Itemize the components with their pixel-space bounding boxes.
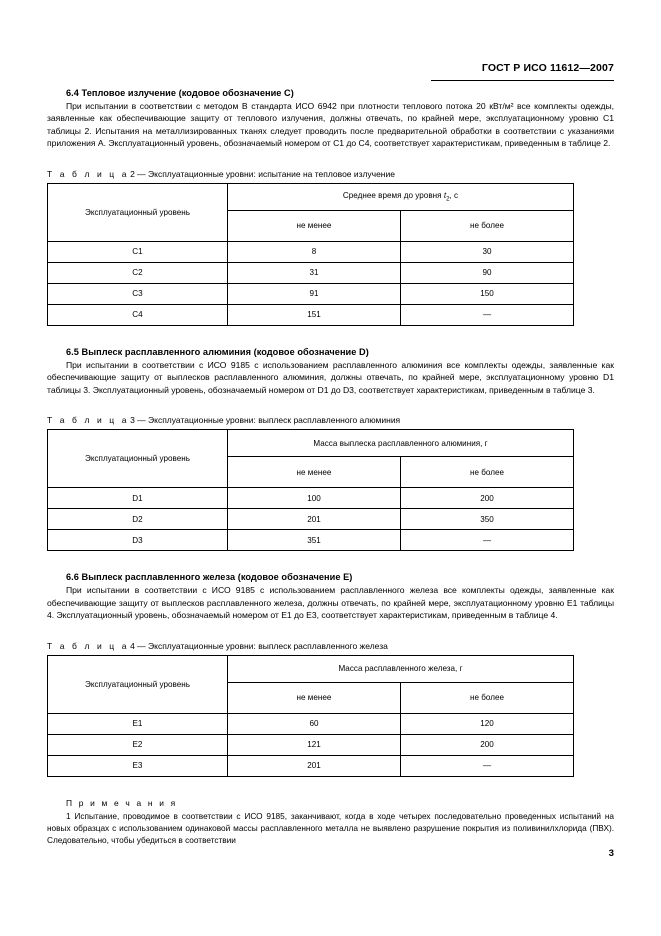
clause-heading-6-6: 6.6 Выплеск расплавленного железа (кодовое обозначение E) — [66, 572, 353, 583]
spacer — [47, 326, 614, 347]
cell-level: E2 — [48, 734, 228, 755]
cell-max: 120 — [401, 713, 574, 734]
header-span-metric: Масса выплеска расплавленного алюминия, г — [228, 430, 574, 457]
clause-body-6-6: При испытании в соответствии с ИСО 9185 с использованием расплавленного железа все комплекты одежды, заявленные как обеспечивающие защиту от выплесков расплавленного железа, должны отвечать, по крайней мере, эксплуатационному уровню E1 таблицы 4. Эксплуатационный уровень, обозначаемый номером от E1 до E3, соответствует характеристикам, приведенным в таблице 4. — [47, 585, 614, 621]
cell-level: C1 — [48, 241, 228, 262]
spacer — [47, 396, 614, 415]
table-row — [48, 713, 574, 734]
table-caption-number: 3 — [130, 415, 135, 426]
table-body — [48, 713, 574, 776]
table-caption-word: Т а б л и ц а — [47, 168, 130, 179]
spacer — [47, 622, 614, 641]
running-header — [47, 62, 614, 82]
subheader-max: не более — [401, 210, 574, 241]
table-caption-word: Т а б л и ц а — [47, 640, 130, 651]
table-row — [48, 283, 574, 304]
table-performance-levels-4 — [47, 655, 574, 777]
table-caption-text: — Эксплуатационные уровни: выплеск расплавленного алюминия — [134, 415, 401, 426]
cell-level: C3 — [48, 283, 228, 304]
table-row — [48, 509, 574, 530]
header-span-prefix: Среднее время до уровня — [342, 191, 444, 200]
table-row — [48, 734, 574, 755]
cell-min: 201 — [228, 509, 401, 530]
table-performance-levels-2 — [47, 183, 574, 326]
table-caption-number: 4 — [130, 640, 135, 651]
cell-min: 201 — [228, 755, 401, 776]
clause-heading-6-4: 6.4 Тепловое излучение (кодовое обозначение C) — [66, 88, 294, 98]
cell-max: — — [401, 304, 574, 325]
table-head — [48, 183, 574, 241]
table-caption-2 — [47, 169, 614, 179]
clause-heading-6-5: 6.5 Выплеск расплавленного алюминия (кодовое обозначение D) — [66, 346, 369, 357]
subheader-min: не менее — [228, 210, 401, 241]
header-performance-level: Эксплуатационный уровень — [48, 430, 228, 488]
cell-level: D3 — [48, 530, 228, 551]
subheader-max: не более — [401, 457, 574, 488]
table-caption-3 — [47, 415, 614, 425]
table-caption-word: Т а б л и ц а — [47, 415, 130, 426]
note-item: 1 Испытание, проводимое в соответствии с ИСО 9185, заканчивают, когда в ходе четырех последовательно проведенных испытаний на новых образцах с использованием одинаковой массы расплавленного металла не выявлено разрушение покрытия из поливинилхлорида (ПВХ). Следовательно, чтобы убедиться в соответствии — [47, 810, 614, 845]
table-row — [48, 488, 574, 509]
table-row — [48, 304, 574, 325]
table-header-row — [48, 183, 574, 210]
cell-min: 351 — [228, 530, 401, 551]
cell-max: 150 — [401, 283, 574, 304]
table-caption-4 — [47, 641, 614, 651]
cell-max: — — [401, 530, 574, 551]
cell-min: 100 — [228, 488, 401, 509]
page-number: 3 — [608, 848, 614, 859]
cell-min: 121 — [228, 734, 401, 755]
cell-max: 90 — [401, 262, 574, 283]
subheader-min: не менее — [228, 457, 401, 488]
cell-level: D1 — [48, 488, 228, 509]
table-body — [48, 488, 574, 551]
cell-min: 31 — [228, 262, 401, 283]
table-caption-text: — Эксплуатационные уровни: испытание на тепловое излучение — [134, 168, 395, 179]
spacer — [47, 551, 614, 572]
cell-max: 30 — [401, 241, 574, 262]
table-caption-number: 2 — [130, 168, 135, 179]
cell-level: E1 — [48, 713, 228, 734]
header-rule — [431, 80, 614, 81]
cell-min: 91 — [228, 283, 401, 304]
table-head — [48, 655, 574, 713]
table-row — [48, 241, 574, 262]
table-header-row — [48, 655, 574, 682]
cell-max: — — [401, 755, 574, 776]
spacer — [47, 150, 614, 169]
cell-max: 350 — [401, 509, 574, 530]
header-performance-level: Эксплуатационный уровень — [48, 183, 228, 241]
page-content — [47, 88, 614, 846]
table-body — [48, 241, 574, 325]
subheader-max: не более — [401, 682, 574, 713]
cell-max: 200 — [401, 734, 574, 755]
cell-min: 8 — [228, 241, 401, 262]
notes-title: П р и м е ч а н и я — [66, 797, 178, 808]
cell-level: C2 — [48, 262, 228, 283]
table-head — [48, 430, 574, 488]
header-span-metric — [228, 183, 574, 210]
subheader-min: не менее — [228, 682, 401, 713]
header-symbol-subscript: 2 — [446, 195, 450, 203]
table-row — [48, 262, 574, 283]
table-caption-text: — Эксплуатационные уровни: выплеск расплавленного железа — [134, 640, 388, 651]
cell-max: 200 — [401, 488, 574, 509]
cell-level: D2 — [48, 509, 228, 530]
header-performance-level: Эксплуатационный уровень — [48, 655, 228, 713]
table-performance-levels-3 — [47, 429, 574, 551]
table-header-row — [48, 430, 574, 457]
header-span-suffix: , с — [449, 191, 459, 200]
header-symbol: t — [443, 191, 447, 200]
cell-min: 151 — [228, 304, 401, 325]
notes-section — [47, 798, 614, 847]
cell-min: 60 — [228, 713, 401, 734]
table-row — [48, 755, 574, 776]
header-span-metric: Масса расплавленного железа, г — [228, 655, 574, 682]
table-row — [48, 530, 574, 551]
clause-body-6-4: При испытании в соответствии с методом B стандарта ИСО 6942 при плотности теплового потока 20 кВт/м² все комплекты одежды, заявленные как обеспечивающие защиту от теплового излучения, должны отвечать, по крайней мере, эксплуатационному уровню C1 таблицы 2. Испытания на металлизированных тканях следует проводить после предварительной обработки в соответствии с указаниями приложения A. Эксплуатационный уровень, обозначаемый номером от C1 до C4, соответствует характеристикам, приведенным в таблице 2. — [47, 101, 614, 149]
cell-level: E3 — [48, 755, 228, 776]
standard-designation: ГОСТ Р ИСО 11612—2007 — [481, 62, 614, 74]
cell-level: C4 — [48, 304, 228, 325]
clause-body-6-5: При испытании в соответствии с ИСО 9185 с использованием расплавленного алюминия все комплекты одежды, заявленные как обеспечивающие защиту от выплесков расплавленного алюминия, должны отвечать, по крайней мере, эксплуатационному уровню D1 таблицы 3. Эксплуатационный уровень, обозначаемый номером от D1 до D3, соответствует характеристикам, приведенным в таблице 3. — [47, 359, 614, 395]
